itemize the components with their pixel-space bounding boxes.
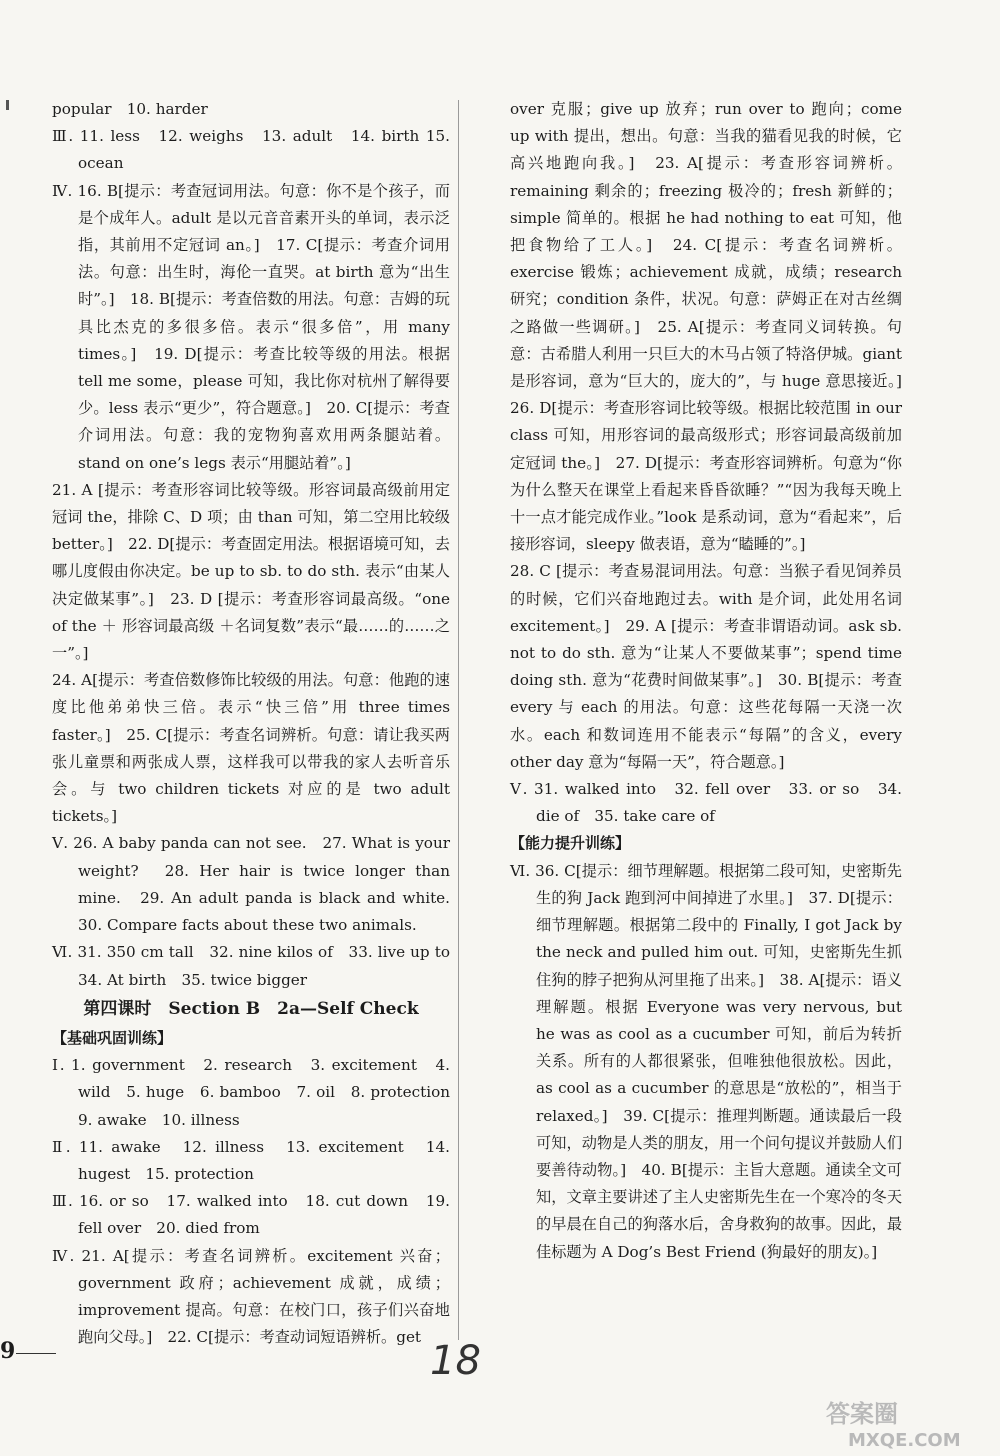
answer-line: Ⅴ. 31. walked into 32. fell over 33. or so 34. die of 35. take care of (510, 780, 902, 826)
watermark-cn: 答案圈 (826, 1400, 898, 1428)
watermark-text: MXQE.COM (848, 1430, 961, 1450)
answer-line: over 克服；give up 放弃；run over to 跑向；come up with 提出，想出。句意：当我的猫看见我的时候，它高兴地跑向我。] 23. A[提示：考查形容词辨析。remaining 剩余的；freezing 极冷的；fresh 新鲜的；simple 简单的。根据 he had nothing to eat 可知，他把食物给了工人。] 24. C[提示：考查名词辨析。exercise 锻炼；achievement 成就，成绩；research 研究；condition 条件，状况。句意：萨姆正在对古丝绸之路做一些调研。] 25. A[提示：考查同义词转换。句意：古希腊人利用一只巨大的木马占领了特洛伊城。giant 是形容词，意为“巨大的，庞大的”，与 huge 意思接近。] 26. D[提示：考查形容词比较等级。根据比较范围 in our class 可知，用形容词的最高级形式；形容词最高级前加定冠词 the。] 27. D[提示：考查形容词辨析。句意为“你为什么整天在课堂上看起来昏昏欲睡？”“因为我每天晚上十一点才能完成作业。”look 是系动词，意为“看起来”，后接形容词，sleepy 做表语，意为“瞌睡的”。] (510, 100, 918, 554)
handwritten-page-number: 18 (430, 1338, 481, 1384)
answer-line: Ⅲ. 16. or so 17. walked into 18. cut down 19. fell over 20. died from (52, 1192, 450, 1238)
column-divider (458, 100, 459, 1340)
subsection-title: 【基础巩固训练】 (52, 1028, 173, 1047)
answer-line: Ⅲ. 11. less 12. weighs 13. adult 14. birth 15. ocean (52, 127, 450, 173)
answer-line: Ⅵ. 31. 350 cm tall 32. nine kilos of 33. live up to 34. At birth 35. twice bigger (52, 943, 466, 989)
answer-line: 21. A [提示：考查形容词比较等级。形容词最高级前用定冠词 the，排除 C、D 项；由 than 可知，第二空用比较级 better。] 22. D[提示：考查固定用法。根据语境可知，去哪儿度假由你决定。be up to sb. to do sth. 表示“由某人决定做某事”。] 23. D [提示：考查形容词最高级。“one of the ＋ 形容词最高级 ＋名词复数”表示“最……的……之一”。] (52, 480, 450, 663)
right-column (510, 96, 918, 1266)
answer-line: Ⅳ. 16. B[提示：考查冠词用法。句意：你不是个孩子，而是个成年人。adult 是以元音音素开头的单词，表示泛指，其前用不定冠词 an。] 17. C[提示：考查介词用法。句意：出生时，海伦一直哭。at birth 意为“出生时”。] 18. B[提示：考查倍数的用法。句意：吉姆的玩具比杰克的多很多倍。表示“很多倍”，用 many times。] 19. D[提示：考查比较等级的用法。根据 tell me some，please 可知，我比你对杭州了解得要少。less 表示“更少”，符合题意。] 20. C[提示：考查介词用法。句意：我的宠物狗喜欢用两条腿站着。stand on one’s legs 表示“用腿站着”。] (52, 181, 450, 472)
answer-line: Ⅵ. 36. C[提示：细节理解题。根据第二段可知，史密斯先生的狗 Jack 跑到河中间掉进了水里。] 37. D[提示：细节理解题。根据第二段中的 Finally, I got Jack by the neck and pulled him out. 可知，史密斯先生抓住狗的脖子把狗从河里拖了出来。] 38. A[提示：语义理解题。根据 Everyone was very nervous, but he was as cool as a cucumber 可知，前后为转折关系。所有的人都很紧张，但唯独他很放松。因此，as cool as a cucumber 的意思是“放松的”，相当于 relaxed。] 39. C[提示：推理判断题。通读最后一段可知，动物是人类的朋友，用一个问句提议并鼓励人们要善待动物。] 40. B[提示：主旨大意题。通读全文可知，文章主要讲述了主人史密斯先生在一个寒冷的冬天的早晨在自己的狗落水后，舍身救狗的故事。因此，最佳标题为 A Dog’s Best Friend (狗最好的朋友)。] (510, 861, 902, 1261)
scan-mark (6, 100, 9, 110)
section-title: 第四课时 Section B 2a—Self Check (83, 998, 419, 1019)
answer-line: 28. C [提示：考查易混词用法。句意：当猴子看见饲养员的时候，它们兴奋地跑过去。with 是介词，此处用名词 excitement。] 29. A [提示：考查非谓语动词。ask sb. not to do sth. 意为“让某人不要做某事”；spend time doing sth. 意为“花费时间做某事”。] 30. B[提示：考查 every 与 each 的用法。句意：这些花每隔一天浇一次水。each 和数词连用不能表示“每隔”的含义，every other day 意为“每隔一天”，符合题意。] (510, 562, 902, 771)
footer-rule (16, 1353, 56, 1354)
page-number: 9 (0, 1338, 16, 1364)
answer-line: Ⅱ. 11. awake 12. illness 13. excitement 14. hugest 15. protection (52, 1137, 450, 1183)
answer-line: Ⅳ. 21. A[提示：考查名词辨析。excitement 兴奋；government 政府；achievement 成就，成绩；improvement 提高。句意：在校门口，孩子们兴奋地跑向父母。] 22. C[提示：考查动词短语辨析。get (52, 1246, 450, 1347)
answer-line: popular 10. harder (52, 100, 208, 118)
answer-line: 24. A[提示：考查倍数修饰比较级的用法。句意：他跑的速度比他弟弟快三倍。表示“快三倍”用 three times faster。] 25. C[提示：考查名词辨析。句意：请让我买两张儿童票和两张成人票，这样我可以带我的家人去听音乐会。与 two children tickets 对应的是 two adult tickets。] (52, 671, 450, 826)
subsection-title: 【能力提升训练】 (510, 834, 631, 853)
answer-line: Ⅴ. 26. A baby panda can not see. 27. What is your weight? 28. Her hair is twice longer than mine. 29. An adult panda is black and white. 30. Compare facts about these two animals. (52, 834, 466, 935)
watermark-logo (818, 1396, 984, 1450)
left-column (52, 96, 466, 1351)
answer-line: Ⅰ. 1. government 2. research 3. excitement 4. wild 5. huge 6. bamboo 7. oil 8. protection 9. awake 10. illness (52, 1056, 466, 1129)
